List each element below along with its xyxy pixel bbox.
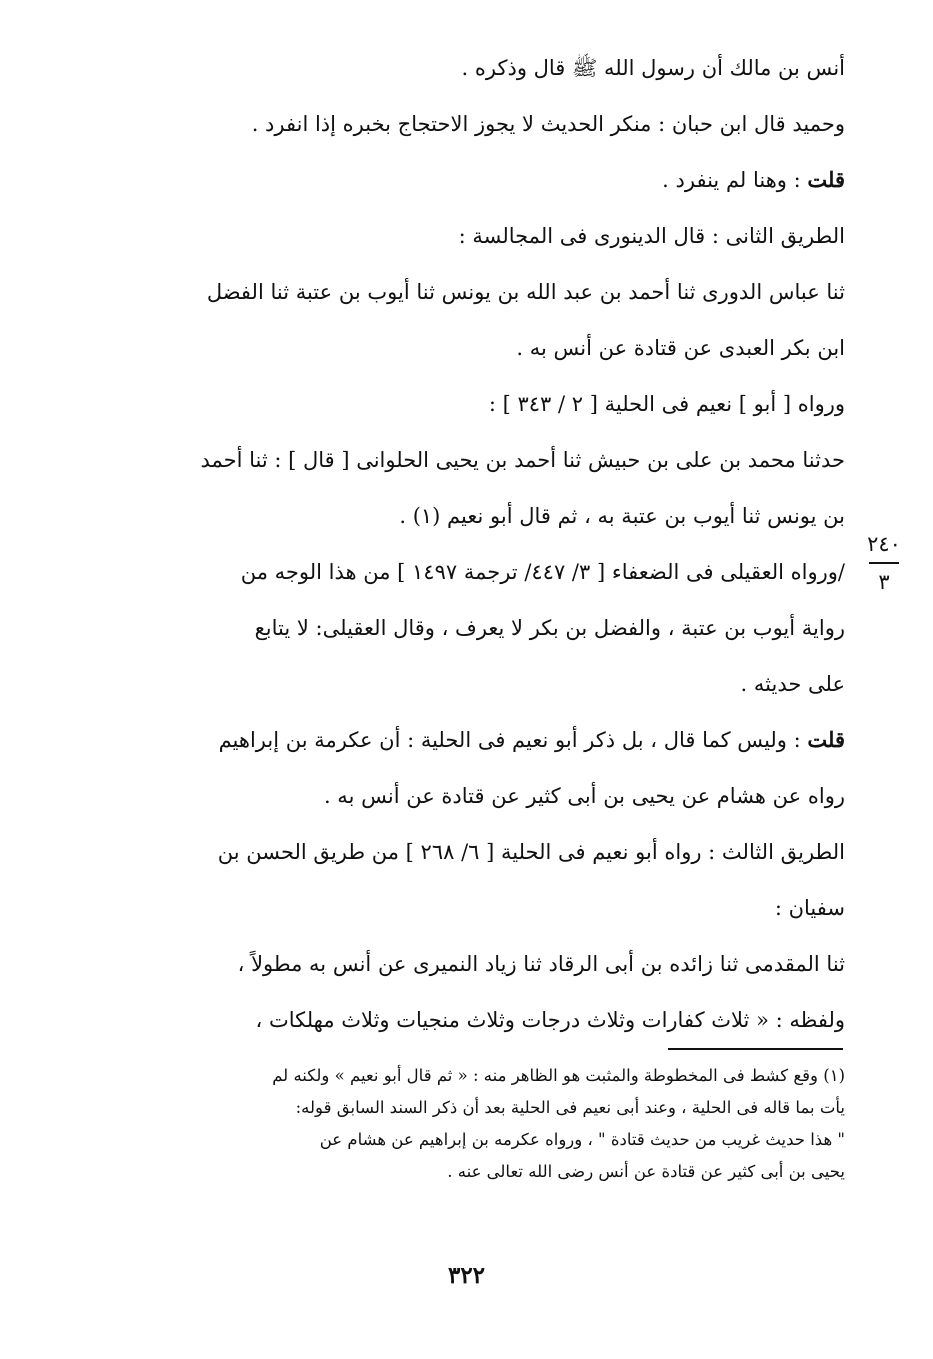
margin-reference xyxy=(858,530,910,596)
text-line: /ورواه العقيلى فى الضعفاء [ ٣/ ٤٤٧/ ترجمة ١٤٩٧ ] من هذا الوجه من xyxy=(240,560,845,584)
footnote-line: يأت بما قاله فى الحلية ، وعند أبى نعيم فى الحلية بعد أن ذكر السند السابق قوله: xyxy=(295,1098,845,1117)
footnotes xyxy=(130,1060,845,1188)
margin-reference-bottom: ٣ xyxy=(878,570,890,594)
footnote-line: " هذا حديث غريب من حديث قتادة " ، ورواه عكرمه بن إبراهيم عن هشام عن xyxy=(319,1130,845,1149)
text-line: الطريق الثانى : قال الدينورى فى المجالسة : xyxy=(458,224,845,248)
margin-reference-divider xyxy=(869,562,899,564)
text-line: رواه عن هشام عن يحيى بن أبى كثير عن قتادة عن أنس به . xyxy=(323,784,845,808)
footnote-separator xyxy=(668,1048,843,1050)
text-line: الطريق الثالث : رواه أبو نعيم فى الحلية [ ٦/ ٢٦٨ ] من طريق الحسن بن xyxy=(217,840,845,864)
text-line: ورواه [ أبو ] نعيم فى الحلية [ ٢ / ٣٤٣ ] : xyxy=(488,392,845,416)
text-line: ثنا عباس الدورى ثنا أحمد بن عبد الله بن يونس ثنا أيوب بن عتبة ثنا الفضل xyxy=(206,280,845,304)
page-number: ٣٢٢ xyxy=(447,1262,486,1289)
text-line: قلت : وهنا لم ينفرد . xyxy=(662,167,845,192)
text-line: ثنا المقدمى ثنا زائده بن أبى الرقاد ثنا زياد النميرى عن أنس به مطولاً ، xyxy=(237,952,845,976)
main-text xyxy=(130,40,845,1048)
text-line: على حديثه . xyxy=(740,672,845,696)
lead-word: قلت xyxy=(807,727,845,752)
text-line: ابن بكر العبدى عن قتادة عن أنس به . xyxy=(516,336,845,360)
text-line: بن يونس ثنا أيوب بن عتبة به ، ثم قال أبو نعيم (١) . xyxy=(399,504,845,528)
text-line: وحميد قال ابن حبان : منكر الحديث لا يجوز الاحتجاج بخبره إذا انفرد . xyxy=(251,112,845,136)
margin-reference-top: ٢٤٠ xyxy=(867,532,901,556)
lead-word: قلت xyxy=(807,167,845,192)
text-line: حدثنا محمد بن على بن حبيش ثنا أحمد بن يحيى الحلوانى [ قال ] : ثنا أحمد xyxy=(200,448,845,472)
text-line: رواية أيوب بن عتبة ، والفضل بن بكر لا يعرف ، وقال العقيلى: لا يتابع xyxy=(254,616,845,640)
footnote-line: (١) وقع كشط فى المخطوطة والمثبت هو الظاهر منه : « ثم قال أبو نعيم » ولكنه لم xyxy=(272,1066,845,1085)
text-line: ولفظه : « ثلاث كفارات وثلاث درجات وثلاث منجيات وثلاث مهلكات ، xyxy=(255,1008,845,1032)
text-line: أنس بن مالك أن رسول الله ﷺ قال وذكره . xyxy=(461,56,845,80)
footnote-line: يحيى بن أبى كثير عن قتادة عن أنس رضى الله تعالى عنه . xyxy=(447,1162,845,1181)
text-line: سفيان : xyxy=(774,896,845,920)
text-line: قلت : وليس كما قال ، بل ذكر أبو نعيم فى الحلية : أن عكرمة بن إبراهيم xyxy=(218,727,845,752)
